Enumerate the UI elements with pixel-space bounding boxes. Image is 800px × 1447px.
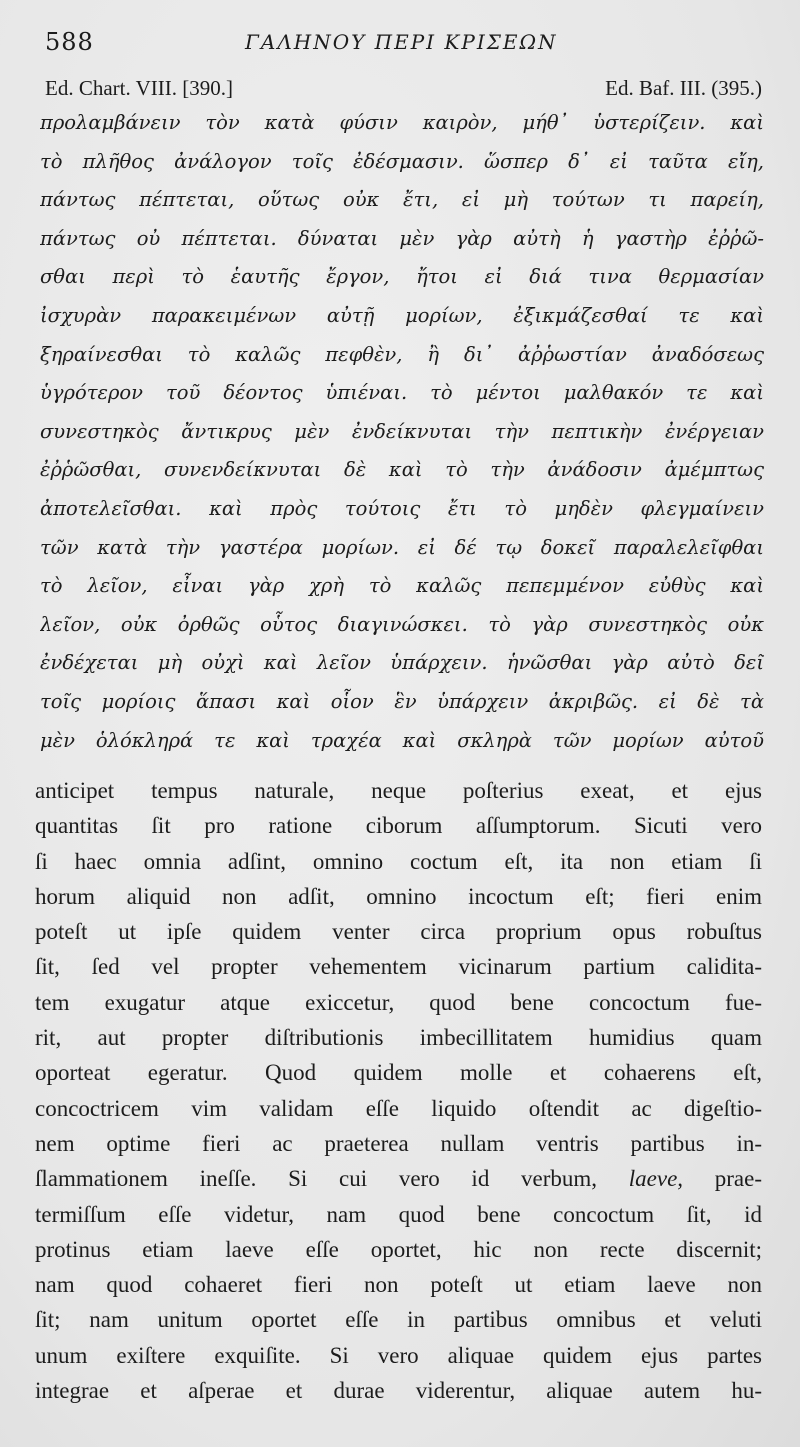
italic-term: laeve, bbox=[628, 1166, 684, 1192]
latin-text-line: nam quod cohaeret fieri non poteſt ut etiam laeve non bbox=[35, 1272, 762, 1298]
greek-text-line: πάντως πέπτεται, οὕτως οὐκ ἔτι, εἰ μὴ τούτων τι παρείη, bbox=[40, 188, 764, 212]
greek-text-line: σθαι περὶ τὸ ἑαυτῆς ἔργον, ἤτοι εἰ διά τινα θερμασίαν bbox=[40, 265, 764, 289]
greek-text-line: τῶν κατὰ τὴν γαστέρα μορίων. εἰ δέ τῳ δοκεῖ παραλελεῖφθαι bbox=[40, 535, 764, 559]
greek-text-line: πάντως οὐ πέπτεται. δύναται μὲν γὰρ αὐτὴ ἡ γαστὴρ ἐῤῥῶ- bbox=[40, 226, 764, 250]
latin-text-line: termiſſum eſſe videtur, nam quod bene concoctum ſit, id bbox=[35, 1201, 762, 1227]
latin-text-line: oporteat egeratur. Quod quidem molle et cohaerens eſt, bbox=[35, 1060, 762, 1086]
latin-text-line: protinus etiam laeve eſſe oportet, hic non recte discernit; bbox=[35, 1236, 762, 1262]
page-number: 588 bbox=[45, 28, 94, 56]
latin-text-line: ſi haec omnia adſint, omnino coctum eſt, ita non etiam ſi bbox=[35, 848, 762, 874]
greek-text-line: ἰσχυρὰν παρακειμένων αὐτῇ μορίων, ἐξικμάζεσθαί τε καὶ bbox=[40, 303, 764, 327]
edition-ref-left: Ed. Chart. VIII. [390.] bbox=[45, 76, 233, 100]
running-title: ΓΑΛΗΝΟΥ ΠΕΡΙ ΚΡΙΣΕΩΝ bbox=[245, 30, 558, 54]
greek-text-line: ἐῤῥῶσθαι, συνενδείκνυται δὲ καὶ τὸ τὴν ἀνάδοσιν ἀμέμπτως bbox=[40, 458, 764, 482]
greek-text-line: ὑγρότερον τοῦ δέοντος ὑπιέναι. τὸ μέντοι μαλθακόν τε καὶ bbox=[40, 381, 764, 405]
latin-text-line: ſit; nam unitum oportet eſſe in partibus omnibus et veluti bbox=[35, 1307, 762, 1333]
latin-text-line: anticipet tempus naturale, neque poſterius exeat, et ejus bbox=[35, 778, 762, 803]
latin-text-line: nem optime fieri ac praeterea nullam ventris partibus in- bbox=[35, 1130, 762, 1156]
greek-text-line: τὸ πλῆθος ἀνάλογον τοῖς ἐδέσμασιν. ὥσπερ δ᾽ εἰ ταῦτα εἴη, bbox=[40, 149, 764, 173]
latin-text-line: concoctricem vim validam eſſe liquido oſtendit ac digeſtio- bbox=[35, 1095, 762, 1121]
greek-text-line: μὲν ὁλόκληρά τε καὶ τραχέα καὶ σκληρὰ τῶν μορίων αὐτοῦ bbox=[40, 728, 764, 752]
greek-text-line: τοῖς μορίοις ἅπασι καὶ οἷον ἓν ὑπάρχειν ἀκριβῶς. εἰ δὲ τὰ bbox=[40, 689, 764, 713]
latin-text-line: horum aliquid non adſit, omnino incoctum eſt; fieri enim bbox=[35, 883, 762, 909]
latin-text-line: tem exugatur atque exiccetur, quod bene concoctum fue- bbox=[35, 989, 762, 1015]
greek-text-block bbox=[40, 104, 764, 760]
greek-text-line: προλαμβάνειν τὸν κατὰ φύσιν καιρὸν, μήθ᾽ ὑστερίζειν. καὶ bbox=[40, 111, 764, 134]
latin-text-line: ſlammationem ineſſe. Si cui vero id verbum, laeve, prae- bbox=[35, 1166, 762, 1192]
edition-references bbox=[45, 76, 762, 104]
edition-ref-right: Ed. Baf. III. (395.) bbox=[605, 76, 762, 100]
latin-text-line: integrae et aſperae et durae viderentur, aliquae autem hu- bbox=[35, 1378, 762, 1404]
greek-text-line: ἐνδέχεται μὴ οὐχὶ καὶ λεῖον ὑπάρχειν. ἡνῶσθαι γὰρ αὐτὸ δεῖ bbox=[40, 651, 764, 675]
latin-text-line: quantitas ſit pro ratione ciborum aſſumptorum. Sicuti vero bbox=[35, 813, 762, 839]
latin-text-line: poteſt ut ipſe quidem venter circa proprium opus robuſtus bbox=[35, 919, 762, 945]
latin-text-block bbox=[35, 773, 762, 1408]
greek-text-line: συνεστηκὸς ἄντικρυς μὲν ἐνδείκνυται τὴν πεπτικὴν ἐνέργειαν bbox=[40, 419, 764, 443]
latin-text-line: unum exiſtere exquiſite. Si vero aliquae quidem ejus partes bbox=[35, 1342, 762, 1368]
greek-text-line: ἀποτελεῖσθαι. καὶ πρὸς τούτοις ἔτι τὸ μηδὲν φλεγμαίνειν bbox=[40, 496, 764, 520]
latin-text-line: ſit, ſed vel propter vehementem vicinarum partium calidita- bbox=[35, 954, 762, 980]
greek-text-line: λεῖον, οὐκ ὀρθῶς οὗτος διαγινώσκει. τὸ γὰρ συνεστηκὸς οὐκ bbox=[40, 612, 764, 636]
greek-text-line: τὸ λεῖον, εἶναι γὰρ χρὴ τὸ καλῶς πεπεμμένον εὐθὺς καὶ bbox=[40, 574, 764, 598]
latin-text-line: rit, aut propter diſtributionis imbecillitatem humidius quam bbox=[35, 1025, 762, 1051]
page-header bbox=[45, 28, 760, 64]
greek-text-line: ξηραίνεσθαι τὸ καλῶς πεφθὲν, ἢ δι᾽ ἀῤῥωστίαν ἀναδόσεως bbox=[40, 342, 764, 366]
